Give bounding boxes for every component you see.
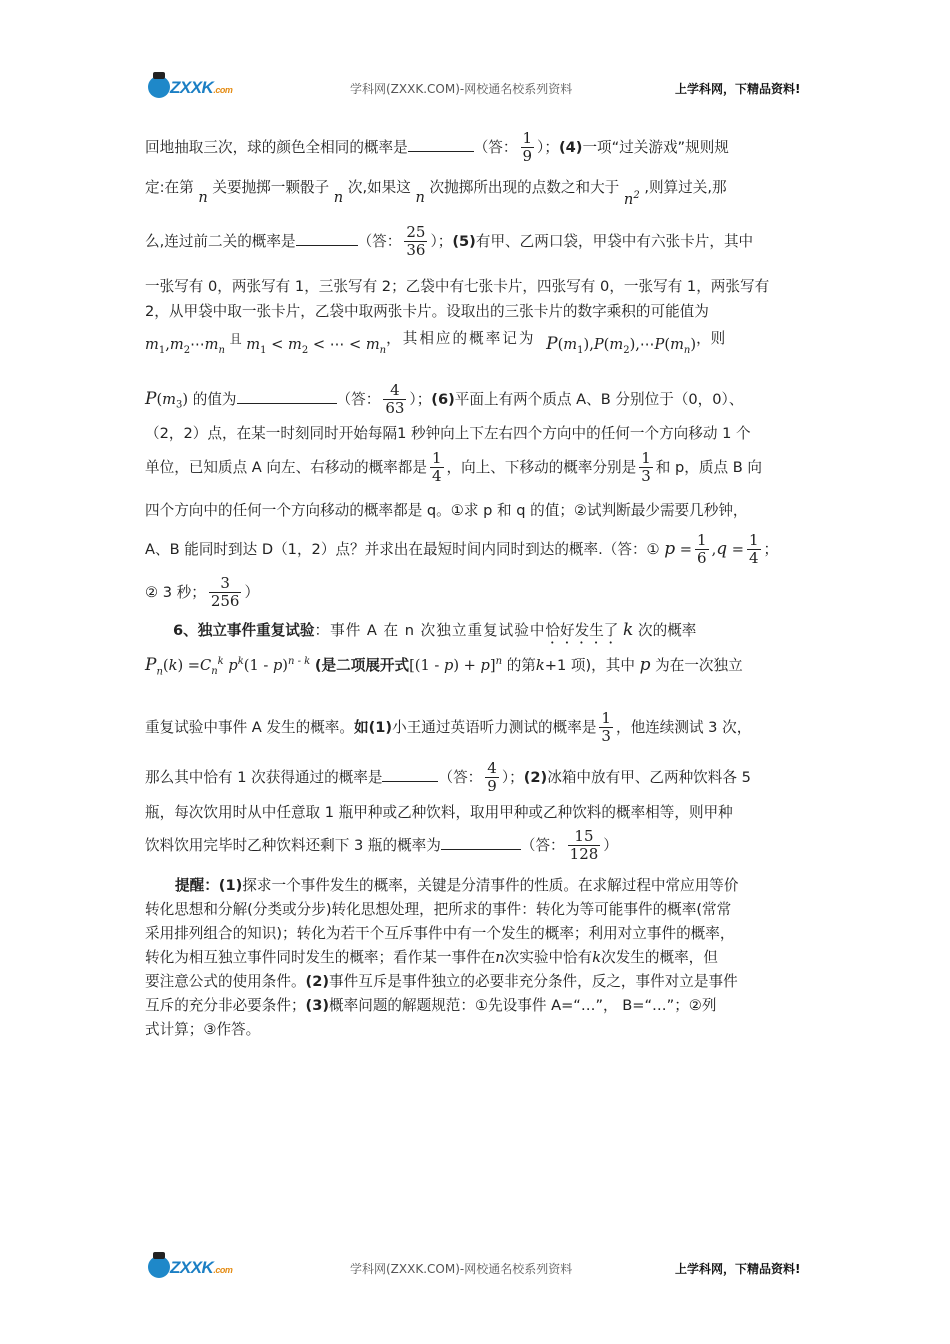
slogan: 上学科网，下精品资料! xyxy=(675,1262,801,1276)
section-6-line-6: 饮料饮用完毕时乙种饮料还剩下 3 瓶的概率为 （答： $\frac{15}{128}$ ） xyxy=(145,827,618,864)
fraction: $\frac{1}{4}$ xyxy=(431,449,442,486)
reminder-line-3: 采用排列组合的知识)；转化为若干个互斥事件中有一个发生的概率；利用对立事件的概率， xyxy=(145,925,735,942)
section-6-line-1: 6、独立事件重复试验：事件 A 在 n 次独立重复试验中恰好发生了 k 次的概率 xyxy=(173,620,697,640)
reminder-title: 提醒： xyxy=(175,877,219,894)
site-name: 学科网(ZXXK.COM)-网校通名校系列资料 xyxy=(350,1262,573,1276)
logo-com: .com xyxy=(213,1265,233,1275)
site-name: 学科网(ZXXK.COM)-网校通名校系列资料 xyxy=(350,82,573,96)
p1-line-12: ② 3 秒； $\frac{3}{256}$ ） xyxy=(145,574,260,611)
fraction: $\frac{4}{63}$ xyxy=(385,381,405,418)
zxxk-logo[interactable] xyxy=(148,74,238,102)
slogan: 上学科网，下精品资料! xyxy=(675,82,801,96)
section-6-line-2: $P_n(k) =C_n^k$ $p^k(1 - p)^{n - k}$ (是二项展开式$[(1 - p) + p]^n$ 的第k+1 项)，其中 p 为在一次独立 xyxy=(145,655,743,678)
fraction: $\frac{4}{9}$ xyxy=(487,759,497,796)
zxxk-logo[interactable] xyxy=(148,1254,238,1282)
reminder-line-4: 转化为相互独立事件同时发生的概率；看作某一事件在n次实验中恰有k次发生的概率，但 xyxy=(145,949,718,966)
section-6-line-4: 那么其中恰有 1 次获得通过的概率是 （答： $\frac{4}{9}$ ）；(2)冰箱中放有甲、乙两种饮料各 5 xyxy=(145,759,751,796)
reminder-line-1: 提醒：(1)探求一个事件发生的概率，关键是分清事件的性质。在求解过程中常应用等价 xyxy=(175,877,739,894)
p1-line-9: 单位，已知质点 A 向左、右移动的概率都是 $\frac{1}{4}$ ，向上、下移动的概率分别是 $\frac{1}{3}$ 和 p，质点 B 向 xyxy=(145,449,762,486)
logo-com: .com xyxy=(213,85,233,95)
mascot-icon xyxy=(148,76,170,98)
fraction: $\frac{25}{36}$ xyxy=(406,223,426,260)
logo-text: ZXXK xyxy=(170,78,214,97)
reminder-line-5: 要注意公式的使用条件。(2)事件互斥是事件独立的必要非充分条件，反之，事件对立是事件 xyxy=(145,973,738,990)
p1-line-4: 一张写有 0，两张写有 1，三张写有 2；乙袋中有七张卡片，四张写有 0，一张写有 1，两张写有 xyxy=(145,278,770,295)
fraction: $\frac{15}{128}$ xyxy=(569,827,599,864)
fraction: $\frac{1}{6}$ xyxy=(697,531,707,568)
section-6-line-5: 瓶，每次饮用时从中任意取 1 瓶甲种或乙种饮料，取用甲种或乙种饮料的概率相等，则甲种 xyxy=(145,804,733,821)
page-header xyxy=(0,70,950,110)
p1-line-3: 么,连过前二关的概率是 （答： $\frac{25}{36}$ ）；(5)有甲、乙两口袋，甲袋中有六张卡片，其中 xyxy=(145,223,754,260)
fraction: $\frac{1}{3}$ xyxy=(641,449,651,486)
p1-line-5: 2，从甲袋中取一张卡片，乙袋中取两张卡片。设取出的三张卡片的数字乘积的可能值为 xyxy=(145,303,709,320)
p1-line-1: 回地抽取三次，球的颜色全相同的概率是 （答： $\frac{1}{9}$ ）；(4)一项“过关游戏”规则规 xyxy=(145,129,729,166)
reminder-line-7: 式计算；③作答。 xyxy=(145,1021,261,1038)
p1-line-6: $m_1,m_2\cdots m_n$ $^且$ $m_1 < m_2$ < ⋯ < $m_n$，其相应的概率记为 $P(m_1),P(m_2),\cdots P(m_n)$，则 xyxy=(145,330,726,356)
p1-line-7: $P(m_3)$ 的值为 （答： $\frac{4}{63}$ ）；(6)平面上有两个质点 A、B 分别位于（0，0）、 xyxy=(145,381,744,418)
p1-line-11: A、B 能同时到达 D（1，2）点？并求出在最短时间内同时到达的概率.（答：① p = $\frac{1}{6}$ ,q = $\frac{1}{4}$ ； xyxy=(145,531,779,568)
fraction: $\frac{1}{3}$ xyxy=(601,709,611,746)
fraction: $\frac{1}{4}$ xyxy=(748,531,759,568)
fraction: $\frac{1}{9}$ xyxy=(522,129,533,166)
section-6-line-3: 重复试验中事件 A 发生的概率。如(1)小王通过英语听力测试的概率是 $\frac{1}{3}$ ，他连续测试 3 次， xyxy=(145,709,752,746)
p1-line-8: （2，2）点，在某一时刻同时开始每隔1 秒钟向上下左右四个方向中的任何一个方向移动 1 个 xyxy=(145,425,751,442)
p1-line-2: 定:在第 n 关要抛掷一颗骰子 n 次,如果这 n 次抛掷所出现的点数之和大于 $n^2$ ,则算过关,那 xyxy=(145,178,727,208)
p1-line-10: 四个方向中的任何一个方向移动的概率都是 q。①求 p 和 q 的值；②试判断最少需要几秒钟， xyxy=(145,502,748,519)
page-footer xyxy=(0,1250,950,1290)
section-6-title: 6、独立事件重复试验 xyxy=(173,622,315,639)
mascot-icon xyxy=(148,1256,170,1278)
fraction: $\frac{3}{256}$ xyxy=(210,574,240,611)
logo-text: ZXXK xyxy=(170,1258,214,1277)
reminder-line-2: 转化思想和分解(分类或分步)转化思想处理，把所求的事件：转化为等可能事件的概率(常常 xyxy=(145,901,732,918)
reminder-line-6: 互斥的充分非必要条件；(3)概率问题的解题规范：①先设事件 A=“…”， B=“…”；②列 xyxy=(145,997,717,1014)
